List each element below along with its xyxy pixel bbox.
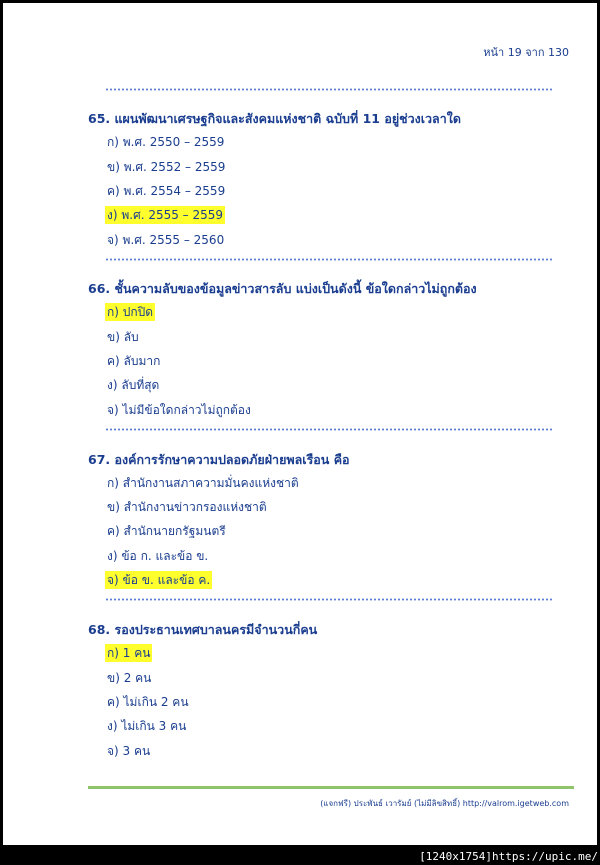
document-page: [3, 3, 597, 845]
question-68: 68. รองประธานเทศบาลนครมีจำนวนกี่คน: [88, 622, 318, 637]
option-68-c: ค) ไม่เกิน 2 คน: [107, 695, 189, 709]
footer-rule: [88, 786, 574, 789]
divider: [105, 257, 553, 262]
footer-text: (แจกฟรี) ประพันธ์ เวารัมย์ (ไม่มีลิขสิทธิ์) http://valrom.igetweb.com: [320, 799, 569, 808]
option-67-b: ข) สำนักงานข่าวกรองแห่งชาติ: [107, 500, 267, 514]
option-67-a: ก) สำนักงานสภาความมั่นคงแห่งชาติ: [107, 476, 299, 490]
option-65-a: ก) พ.ศ. 2550 – 2559: [107, 135, 225, 149]
divider: [105, 427, 553, 432]
option-66-e: จ) ไม่มีข้อใดกล่าวไม่ถูกต้อง: [107, 403, 251, 417]
option-68-b: ข) 2 คน: [107, 671, 152, 685]
option-68-a-answer: ก) 1 คน: [107, 646, 151, 660]
divider: [105, 87, 553, 92]
page-number: หน้า 19 จาก 130: [483, 46, 569, 59]
option-67-e-answer: จ) ข้อ ข. และข้อ ค.: [107, 573, 211, 587]
option-65-b: ข) พ.ศ. 2552 – 2559: [107, 160, 226, 174]
option-68-d: ง) ไม่เกิน 3 คน: [107, 719, 187, 733]
option-66-a-answer: ก) ปกปิด: [107, 305, 154, 319]
option-67-d: ง) ข้อ ก. และข้อ ข.: [107, 549, 209, 563]
question-66: 66. ชั้นความลับของข้อมูลข่าวสารลับ แบ่งเป็นดังนี้ ข้อใดกล่าวไม่ถูกต้อง: [88, 281, 477, 296]
divider: [105, 597, 553, 602]
option-65-c: ค) พ.ศ. 2554 – 2559: [107, 184, 226, 198]
question-67: 67. องค์การรักษาความปลอดภัยฝ่ายพลเรือน คือ: [88, 452, 350, 467]
option-65-e: จ) พ.ศ. 2555 – 2560: [107, 233, 225, 247]
option-65-d-answer: ง) พ.ศ. 2555 – 2559: [107, 208, 224, 222]
watermark: [1240x1754]https://upic.me/: [419, 850, 598, 863]
option-67-c: ค) สำนักนายกรัฐมนตรี: [107, 524, 226, 538]
option-66-c: ค) ลับมาก: [107, 354, 161, 368]
option-66-d: ง) ลับที่สุด: [107, 378, 160, 392]
option-66-b: ข) ลับ: [107, 330, 139, 344]
question-65: 65. แผนพัฒนาเศรษฐกิจและสังคมแห่งชาติ ฉบับที่ 11 อยู่ช่วงเวลาใด: [88, 111, 461, 126]
option-68-e: จ) 3 คน: [107, 744, 151, 758]
